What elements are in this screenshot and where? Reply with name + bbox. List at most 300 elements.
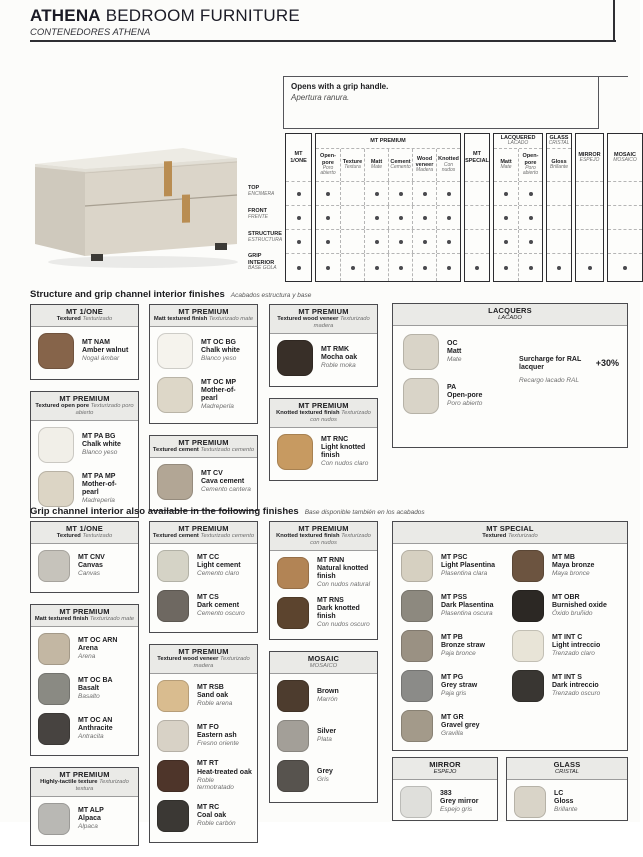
finish-name-en: Arena xyxy=(78,645,98,653)
finish-name-es: Poro abierto xyxy=(447,400,483,408)
finish-code: MT RC xyxy=(197,803,220,811)
matrix-group-title2: LACADO xyxy=(507,140,529,147)
page-header xyxy=(30,6,300,38)
matrix-subcolumn-es: Brillante xyxy=(549,164,569,171)
finish-group-body xyxy=(270,428,377,480)
matrix-row xyxy=(465,205,489,229)
finish-swatch-row xyxy=(277,680,372,712)
finish-group-title: MT PREMIUM xyxy=(178,524,229,533)
finish-group-header xyxy=(150,645,257,674)
finish-swatch-row xyxy=(512,550,623,582)
finish-name-es: Roble termotratado xyxy=(197,776,234,792)
lacquers-box xyxy=(392,303,628,448)
availability-dot xyxy=(399,266,403,270)
info-box-text-en: Opens with a grip handle. xyxy=(291,82,389,91)
finish-group-title: MT 1/ONE xyxy=(65,524,104,533)
finish-name-en: Dark knotted finish xyxy=(317,605,360,621)
finish-label xyxy=(317,768,333,784)
finish-label xyxy=(82,473,133,505)
finish-group-body xyxy=(31,544,138,592)
availability-dot xyxy=(399,240,403,244)
finish-label xyxy=(441,554,495,578)
finish-swatch-row xyxy=(277,557,372,589)
finish-name-es: Cemento oscuro xyxy=(197,610,245,618)
finish-name-es: Trenzado claro xyxy=(552,650,595,658)
finish-code: MT OBR xyxy=(552,594,580,601)
finish-swatch xyxy=(157,590,189,622)
finish-label xyxy=(78,637,117,661)
matrix-subcolumn-es: Poro abierto xyxy=(522,164,539,177)
ral-note-es: Recargo lacado RAL xyxy=(519,376,580,384)
finish-group-sub xyxy=(32,403,137,417)
matrix-group-title2: MOSAICO xyxy=(613,156,637,163)
finish-group xyxy=(149,304,258,424)
matrix-row xyxy=(576,253,603,281)
matrix-row xyxy=(576,229,603,253)
finish-name-en: Mother-of-pearl xyxy=(201,387,236,403)
finish-label xyxy=(78,554,105,578)
finish-group-body xyxy=(150,674,257,842)
finish-code: MT RNN xyxy=(317,556,345,564)
matrix-group xyxy=(493,133,543,282)
mt-special-sub-en: Textured xyxy=(482,533,507,539)
availability-dot xyxy=(504,240,508,244)
section2-column-2 xyxy=(149,521,258,854)
matrix-row-label-es: ESTRUCTURA xyxy=(248,236,283,243)
finish-name-en: Chalk white xyxy=(82,441,121,449)
finish-label xyxy=(447,340,461,364)
finish-name-en: Dark Plasentina xyxy=(441,602,494,610)
finish-swatch xyxy=(38,673,70,705)
finish-swatch xyxy=(157,377,193,413)
matrix-cell xyxy=(465,182,489,205)
finish-group-sub-es: Texturizado con nudos xyxy=(310,409,371,423)
matrix-subcolumn-es: Mate xyxy=(500,164,512,171)
finish-name-es: Plasentina oscura xyxy=(441,610,493,618)
matrix-row xyxy=(494,181,542,205)
finish-label xyxy=(197,760,252,791)
finish-group-sub-en: Textured xyxy=(56,316,81,322)
finish-group-title: MT PREMIUM xyxy=(298,524,349,533)
page-title-rest: BEDROOM FURNITURE xyxy=(105,6,300,25)
finish-code: MT CNV xyxy=(78,554,105,561)
finish-group-header xyxy=(31,605,138,627)
page-title xyxy=(30,6,300,26)
finish-code: MT ALP xyxy=(78,806,104,814)
finish-group-sub xyxy=(151,533,256,540)
matrix-cell xyxy=(412,254,436,281)
availability-dot xyxy=(504,192,508,196)
finish-group-sub-en: Textured cement xyxy=(152,446,199,453)
matrix-cell xyxy=(364,230,388,253)
finish-name-es: Cemento claro xyxy=(197,570,240,578)
finish-name-es: Basalto xyxy=(78,693,100,701)
availability-dot xyxy=(504,216,508,220)
finish-label xyxy=(552,594,607,618)
finish-name-en: Grey straw xyxy=(441,682,478,690)
finish-name-en: Chalk white xyxy=(201,347,240,355)
finish-group-body xyxy=(270,674,377,802)
finish-name-en: Light Plasentina xyxy=(441,562,496,570)
finish-group xyxy=(149,521,258,633)
finish-group-sub-en: Textured wood veneer xyxy=(277,316,339,322)
matrix-cell xyxy=(340,254,364,281)
header-rule xyxy=(30,40,616,42)
matrix-group-header xyxy=(547,134,571,149)
finish-name-es: Óxido bruñido xyxy=(552,610,593,618)
finish-swatch xyxy=(401,630,433,662)
availability-dot xyxy=(297,266,301,270)
finish-swatch-row xyxy=(512,630,623,662)
availability-dot xyxy=(399,192,403,196)
matrix-group-header xyxy=(576,134,603,181)
matrix-cell xyxy=(316,230,340,253)
matrix-group-header xyxy=(316,134,460,149)
matrix-row-label xyxy=(248,249,282,276)
finish-name-es: Paja gris xyxy=(441,690,467,698)
matrix-subcolumn-es: Madera xyxy=(416,167,433,174)
finish-code: MT PG xyxy=(441,674,464,681)
matrix-group-title: MT xyxy=(294,151,303,158)
matrix-cell xyxy=(576,254,603,281)
availability-dot xyxy=(475,266,479,270)
finish-swatch-row xyxy=(38,550,133,582)
finish-name-en: Gravel grey xyxy=(441,722,480,730)
matrix-group xyxy=(575,133,604,282)
finish-group-title: MT PREMIUM xyxy=(178,307,229,316)
finish-swatch xyxy=(277,597,309,629)
lacquers-body xyxy=(393,326,627,424)
finish-group-sub-en: Textured wood veneer xyxy=(157,655,219,662)
matrix-cell xyxy=(412,182,436,205)
finish-label xyxy=(317,557,372,589)
finish-name-en: Cava cement xyxy=(201,478,245,486)
finish-group-sub-en: Textured open pore xyxy=(35,402,90,409)
finish-swatch-row xyxy=(157,800,252,832)
matrix-row xyxy=(286,253,311,281)
finish-group xyxy=(269,651,378,803)
finish-code: MT PB xyxy=(441,634,463,641)
matrix-cell xyxy=(286,182,311,205)
finish-swatch-row xyxy=(514,786,622,818)
finish-name-en: Dark intreccio xyxy=(552,682,599,690)
matrix-row-label-es: FRENTE xyxy=(248,213,268,220)
matrix-cell xyxy=(340,182,364,205)
matrix-subcolumn-header xyxy=(316,149,340,181)
finish-label xyxy=(201,470,251,494)
finish-swatch-row xyxy=(157,680,252,712)
finish-name-en: Amber walnut xyxy=(82,347,129,355)
finish-group xyxy=(30,604,139,756)
finish-group-body xyxy=(150,327,257,423)
finish-name-en: Maya bronze xyxy=(552,562,595,570)
finish-group-sub-es: Texturizado mate xyxy=(207,316,254,322)
matrix-group-title: LACQUERED xyxy=(500,135,536,142)
finish-group-sub-es: Texturizado mate xyxy=(88,615,135,622)
finish-label xyxy=(197,804,236,828)
finish-swatch-row xyxy=(157,333,252,369)
mirror-swatches xyxy=(393,780,497,828)
finish-swatch-row xyxy=(401,590,512,622)
finish-group-sub-es: MOSAICO xyxy=(309,662,338,669)
availability-dot xyxy=(447,216,451,220)
finish-name-es: Con nudos natural xyxy=(317,581,371,589)
section2-column-1 xyxy=(30,521,139,857)
finish-label xyxy=(201,339,240,363)
finish-group-title: MT PREMIUM xyxy=(59,606,110,616)
finish-swatch-row xyxy=(512,590,623,622)
finish-label xyxy=(554,790,577,814)
section1-title-en: Structure and grip channel interior finishes xyxy=(30,289,225,300)
availability-dot xyxy=(529,266,533,270)
availability-dot xyxy=(375,266,379,270)
finish-swatch-row xyxy=(157,720,252,752)
mirror-title: MIRROR xyxy=(429,760,461,769)
finish-group-title: MT PREMIUM xyxy=(59,769,110,779)
matrix-subcolumn-es: Textura xyxy=(344,164,361,171)
finish-group xyxy=(30,767,139,846)
availability-dot xyxy=(447,266,451,270)
matrix-row xyxy=(316,229,460,253)
finish-group-body xyxy=(150,458,257,510)
matrix-subcolumn-es: Cemento xyxy=(390,164,411,171)
finish-group-sub xyxy=(32,316,137,323)
finish-group-sub xyxy=(151,447,256,454)
matrix-group-header xyxy=(608,134,642,181)
finish-name-en: Grey xyxy=(317,768,333,776)
finish-swatch-row xyxy=(401,630,512,662)
finish-swatch-row xyxy=(403,334,519,370)
finish-name-es: Cemento cantera xyxy=(201,486,251,494)
matrix-subcolumn-en: Wood veneer xyxy=(415,156,434,169)
matrix-subcolumn-header xyxy=(436,149,460,181)
finish-swatch xyxy=(512,590,544,622)
finish-group-header xyxy=(31,768,138,797)
finish-group-sub-es: Texturizado poro abierto xyxy=(75,402,134,416)
availability-dot xyxy=(423,192,427,196)
finish-group-body xyxy=(31,797,138,845)
matrix-cell xyxy=(364,206,388,229)
matrix-cell xyxy=(388,230,412,253)
finish-label xyxy=(321,346,357,370)
finish-swatch-row xyxy=(277,340,372,376)
section1-column-2 xyxy=(149,304,258,522)
finish-name-en: Brown xyxy=(317,688,339,696)
finish-swatch-row xyxy=(277,720,372,752)
finish-group-sub-es: Texturizado xyxy=(80,533,113,539)
matrix-row xyxy=(576,205,603,229)
finish-swatch xyxy=(157,333,193,369)
finish-swatch xyxy=(157,720,189,752)
finish-swatch-row xyxy=(157,760,252,792)
matrix-subcolumn-en: Open-pore xyxy=(522,153,539,166)
finish-code: OC xyxy=(447,340,458,347)
finish-swatch-row xyxy=(38,427,133,463)
availability-dot xyxy=(529,240,533,244)
finish-group-header xyxy=(31,522,138,544)
matrix-row-label-en: FRONT xyxy=(248,208,267,215)
finish-code: MT RNC xyxy=(321,435,349,443)
finish-group-sub xyxy=(271,410,376,424)
finish-swatch xyxy=(38,333,74,369)
finish-name-en: Heat-treated oak xyxy=(197,768,252,776)
finish-group-sub xyxy=(32,779,137,793)
availability-dot xyxy=(375,240,379,244)
matrix-cell xyxy=(494,230,518,253)
matrix-group-title: GLASS xyxy=(549,135,569,142)
section1-column-1 xyxy=(30,304,139,529)
finish-group-sub-en: Knotted textured finish xyxy=(276,533,340,539)
finish-swatch-row xyxy=(157,590,252,622)
matrix-group-title: MIRROR xyxy=(578,151,601,158)
finish-name-es: Gravilla xyxy=(441,730,464,738)
finish-label xyxy=(197,684,232,708)
matrix-cell xyxy=(412,206,436,229)
finish-group-sub xyxy=(151,656,256,670)
finish-group-body xyxy=(150,544,257,632)
finish-name-es: Roble moka xyxy=(321,362,356,370)
availability-dot xyxy=(399,216,403,220)
finish-name-en: Alpaca xyxy=(78,815,101,823)
finish-group-sub-en: Textured xyxy=(56,533,81,539)
matrix-cell xyxy=(465,230,489,253)
finish-code: MT PA MP xyxy=(82,472,116,480)
availability-dot xyxy=(529,216,533,220)
finish-label xyxy=(317,688,339,704)
finish-name-es: Madreperla xyxy=(82,497,115,505)
matrix-subcolumns xyxy=(494,149,542,181)
finish-group-sub xyxy=(271,316,376,330)
finish-name-es: Blanco yeso xyxy=(201,355,237,363)
matrix-subcolumn-en: Open-pore xyxy=(320,153,336,166)
finish-name-es: Plata xyxy=(317,736,332,744)
mt-special-sub xyxy=(394,533,626,540)
section1-title xyxy=(30,289,311,300)
finish-swatch xyxy=(401,550,433,582)
finish-label xyxy=(447,384,482,408)
finish-swatch xyxy=(38,803,70,835)
finish-code: MT OC MP xyxy=(201,378,236,386)
finish-group-header xyxy=(150,436,257,458)
matrix-row xyxy=(494,253,542,281)
matrix-group-header xyxy=(465,134,489,181)
finish-swatch xyxy=(38,471,74,507)
matrix-group-header xyxy=(286,134,311,181)
availability-dot xyxy=(326,240,330,244)
matrix-cell xyxy=(364,182,388,205)
matrix-group xyxy=(315,133,461,282)
matrix-cell xyxy=(494,254,518,281)
finish-swatch xyxy=(277,760,309,792)
matrix-subcolumn-es: Poro abierto xyxy=(320,164,336,177)
matrix-subcolumn-es: Mate xyxy=(370,164,383,171)
matrix-row xyxy=(547,205,571,229)
finish-group-sub-es: Texturizado cemento xyxy=(198,533,255,539)
section2-title-en: Grip channel interior also available in the following finishes xyxy=(30,506,299,517)
matrix-row-label-es: BASE GOLA xyxy=(248,264,277,271)
header-corner-tick xyxy=(613,0,615,41)
finish-group-header xyxy=(270,652,377,674)
finish-code: MT GR xyxy=(441,714,464,721)
matrix-row-label-en: STRUCTURE xyxy=(248,231,282,238)
finish-swatch-row xyxy=(38,333,133,369)
finish-code: MT RSB xyxy=(197,683,224,691)
matrix-row xyxy=(494,229,542,253)
finish-label xyxy=(197,724,239,748)
matrix-row xyxy=(547,253,571,281)
finish-group xyxy=(30,391,139,518)
finish-swatch xyxy=(38,713,70,745)
matrix-cell xyxy=(316,254,340,281)
matrix-subcolumn-header xyxy=(494,149,518,181)
matrix-cell xyxy=(608,254,642,281)
matrix-group xyxy=(546,133,572,282)
finish-name-en: Dark cement xyxy=(197,602,240,610)
availability-dot xyxy=(351,266,355,270)
matrix-subcolumn-es: Con nudos xyxy=(441,161,456,174)
matrix-row xyxy=(608,253,642,281)
finish-label xyxy=(441,594,494,618)
glass-header xyxy=(507,758,627,780)
matrix-cell xyxy=(436,182,460,205)
availability-dot xyxy=(623,266,627,270)
finish-swatch-row xyxy=(38,471,133,507)
finish-swatch xyxy=(157,800,189,832)
finish-code: MT OC BA xyxy=(78,676,113,684)
mt-special-box xyxy=(392,521,628,751)
matrix-row xyxy=(286,229,311,253)
finish-swatch-row xyxy=(38,633,133,665)
finish-swatch-row xyxy=(400,786,492,818)
finish-code: MT OC BG xyxy=(201,339,236,346)
matrix-group-title: MOSAIC xyxy=(614,151,636,158)
finish-name-en: Matt xyxy=(447,348,462,356)
matrix-row-label xyxy=(248,226,282,249)
matrix-group-title2: SPECIAL xyxy=(465,157,489,164)
finish-group-header xyxy=(270,522,377,551)
finish-group-sub-en: Highly-tactile texture xyxy=(40,778,98,785)
mt-special-left-column xyxy=(401,550,512,750)
mt-special-sub-es: Texturizado xyxy=(507,533,538,539)
matrix-row xyxy=(576,181,603,205)
matrix-subcolumn-header xyxy=(388,149,412,181)
matrix-cell xyxy=(518,206,542,229)
finish-name-es: Plasentina clara xyxy=(441,570,488,578)
finish-swatch xyxy=(157,680,189,712)
matrix-row-label xyxy=(248,203,282,226)
availability-dot xyxy=(504,266,508,270)
finish-group-title: MT PREMIUM xyxy=(59,393,110,403)
finish-swatch-row xyxy=(157,464,252,500)
availability-dot xyxy=(326,192,330,196)
matrix-group xyxy=(607,133,643,282)
matrix-cell xyxy=(316,182,340,205)
finish-code: PA xyxy=(447,384,457,391)
finish-name-es: Brillante xyxy=(554,806,578,814)
finish-group-sub-es: Texturizado madera xyxy=(193,655,250,669)
matrix-row xyxy=(547,181,571,205)
matrix-subcolumn-en: Gloss xyxy=(551,159,567,166)
info-box-text-es: Apertura ranura. xyxy=(291,93,350,102)
section2-column-3 xyxy=(269,521,378,814)
finish-name-en: Mother-of-pearl xyxy=(82,481,117,497)
finish-name-en: Canvas xyxy=(78,562,103,570)
matrix-subcolumn-en: Matt xyxy=(370,159,383,166)
finish-label xyxy=(552,674,600,698)
finish-swatch-row xyxy=(401,670,512,702)
matrix-row xyxy=(316,205,460,229)
availability-dot xyxy=(447,240,451,244)
